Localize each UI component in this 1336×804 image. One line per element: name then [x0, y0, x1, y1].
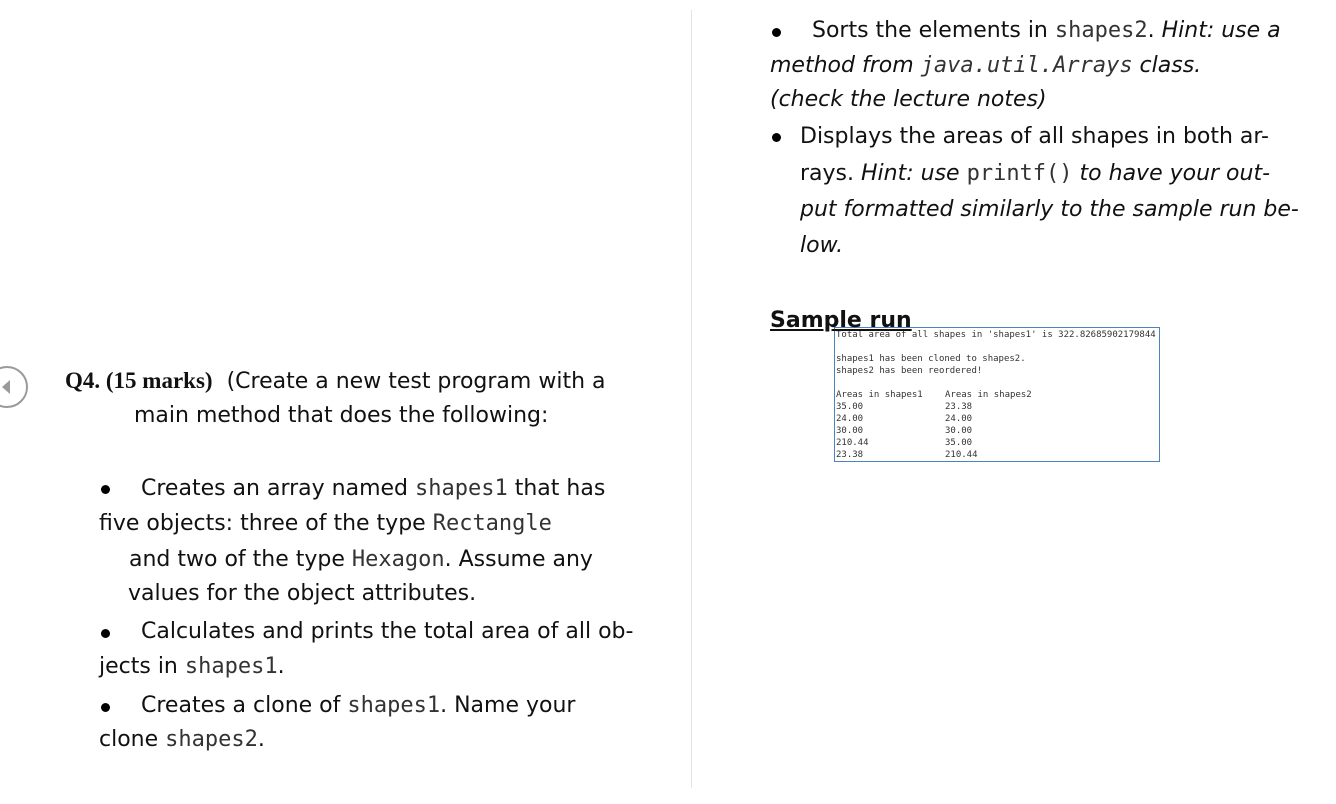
- hint-text: Hint: use: [861, 161, 967, 186]
- page-divider: [691, 10, 692, 788]
- console-value: 23.38: [945, 402, 973, 412]
- code-text: java.util.Arrays: [920, 53, 1133, 78]
- list-item-continuation: [129, 543, 593, 577]
- bullet-marker: [772, 133, 781, 142]
- console-value: 30.00: [945, 426, 973, 436]
- code-text: Hexagon: [351, 547, 445, 572]
- bullet-marker: [101, 703, 110, 712]
- question-intro-line2: main method that does the following:: [134, 403, 549, 428]
- list-item-continuation: values for the object attributes.: [128, 581, 477, 606]
- console-line: Total area of all shapes in 'shapes1' is 322.82685902179844: [836, 330, 1156, 340]
- console-value: 24.00: [945, 414, 973, 424]
- item-text: . Assume any: [444, 547, 593, 572]
- item-text: .: [257, 727, 265, 752]
- list-item-continuation: [770, 49, 1201, 83]
- list-item: Calculates and prints the total area of all ob-: [141, 619, 634, 644]
- console-value: 30.00: [836, 426, 864, 436]
- item-text: .: [1147, 18, 1162, 43]
- list-item-continuation: [99, 507, 552, 541]
- question-label: Q4. (15 marks): [65, 368, 213, 393]
- list-item-continuation: low.: [800, 233, 844, 258]
- list-item-continuation: [99, 723, 265, 757]
- list-item-continuation: (check the lecture notes): [770, 87, 1047, 112]
- previous-page-button[interactable]: [0, 366, 28, 408]
- hint-text: Hint: use a: [1161, 18, 1281, 43]
- console-value: 23.38: [836, 450, 864, 460]
- console-value: 24.00: [836, 414, 864, 424]
- console-value: 210.44: [945, 450, 978, 460]
- console-header: Areas in shapes1: [836, 390, 923, 400]
- bullet-marker: [101, 629, 110, 638]
- code-text: shapes2: [165, 727, 258, 752]
- item-text: Creates an array named: [141, 476, 416, 501]
- item-text: .: [277, 654, 285, 679]
- code-text: shapes1: [184, 654, 278, 679]
- code-text: shapes2: [1054, 18, 1148, 43]
- list-item-continuation: put formatted similarly to the sample run be-: [800, 197, 1299, 222]
- item-text: that has: [507, 476, 606, 501]
- hint-text: method from: [770, 53, 921, 78]
- hint-text: class.: [1132, 53, 1202, 78]
- code-text: shapes1: [347, 693, 441, 718]
- item-text: clone: [99, 727, 166, 752]
- console-value: 210.44: [836, 438, 869, 448]
- list-item-continuation: [99, 650, 285, 684]
- console-value: 35.00: [945, 438, 973, 448]
- sample-run-heading: Sample run: [770, 308, 912, 333]
- list-item: [812, 14, 1281, 48]
- console-value: 35.00: [836, 402, 864, 412]
- sample-run-output: [834, 327, 1160, 462]
- list-item: Displays the areas of all shapes in both ar-: [800, 124, 1269, 149]
- item-text: and two of the type: [129, 547, 352, 572]
- question-heading: [65, 364, 665, 433]
- item-text: jects in: [99, 654, 185, 679]
- item-text: Creates a clone of: [141, 693, 348, 718]
- hint-text: to have your out-: [1072, 161, 1271, 186]
- question-intro-line1: (Create a new test program with a: [226, 369, 606, 394]
- console-header: Areas in shapes2: [945, 390, 1032, 400]
- bullet-marker: [772, 28, 781, 37]
- list-item-continuation: [800, 157, 1270, 191]
- item-text: five objects: three of the type: [99, 511, 433, 536]
- list-item: [141, 472, 605, 506]
- code-text: shapes1: [415, 476, 508, 501]
- list-item: [141, 689, 575, 723]
- item-text: . Name your: [440, 693, 576, 718]
- item-text: rays.: [800, 161, 861, 186]
- code-text: Rectangle: [432, 511, 552, 536]
- console-line: shapes2 has been reordered!: [836, 366, 983, 376]
- item-text: Sorts the elements in: [812, 18, 1055, 43]
- code-text: printf(): [966, 161, 1073, 186]
- console-line: shapes1 has been cloned to shapes2.: [836, 354, 1026, 364]
- chevron-left-icon: [0, 378, 16, 396]
- bullet-marker: [101, 485, 110, 494]
